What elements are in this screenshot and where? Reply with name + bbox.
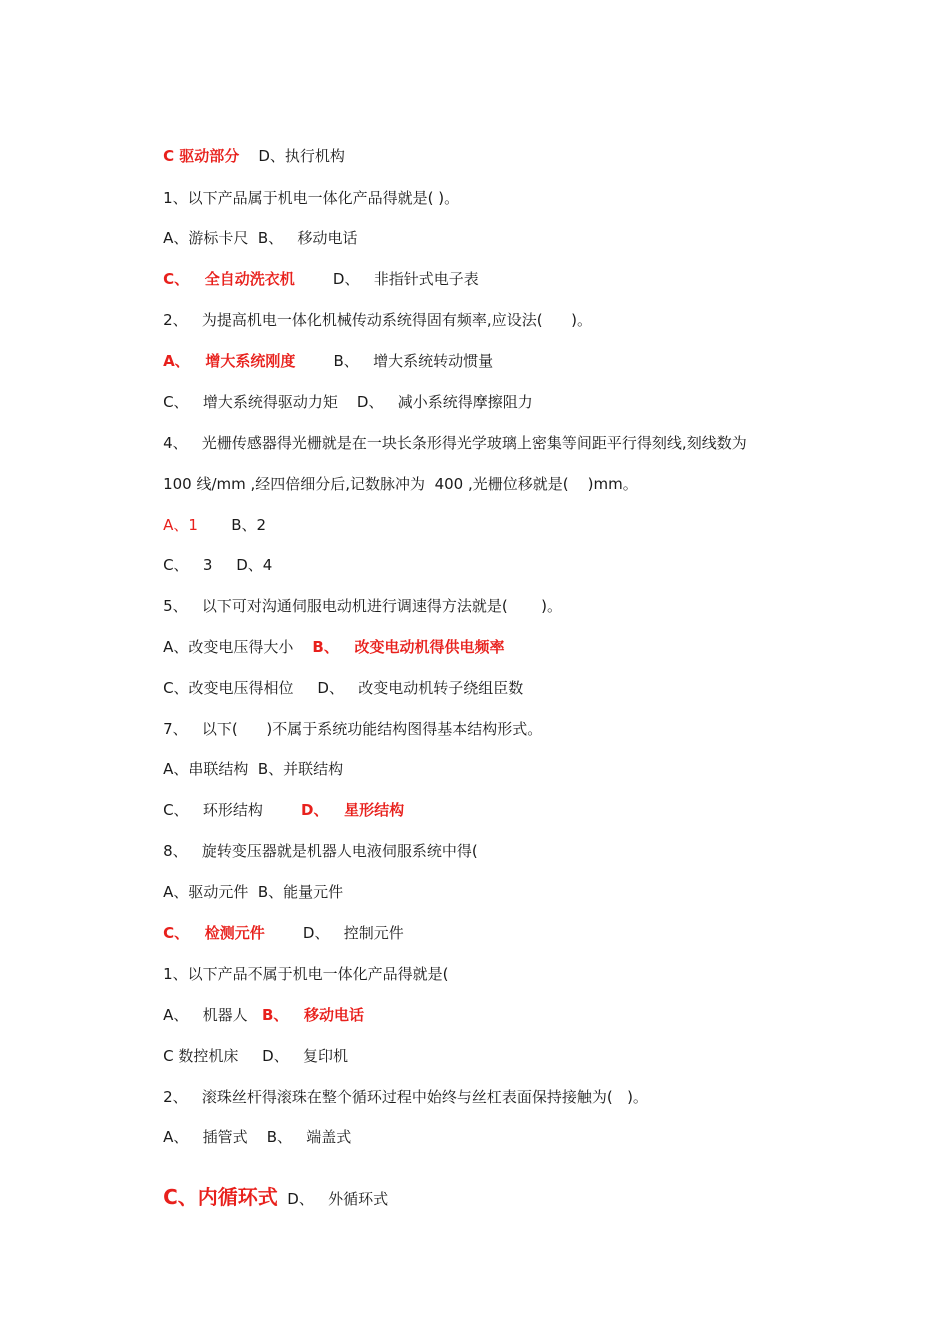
answer-text: C、 全自动洗衣机 — [163, 270, 295, 288]
option-text: D、执行机构 — [239, 147, 345, 165]
question-text: 4、 光栅传感器得光栅就是在一块长条形得光学玻璃上密集等间距平行得刻线,刻线数为 — [163, 434, 747, 452]
option-text: D、 外循环式 — [277, 1190, 389, 1208]
option-text: C、 环形结构 — [163, 801, 302, 819]
option-line — [144, 1158, 388, 1238]
option-text: B、2 — [197, 516, 267, 534]
question-text: 1、以下产品不属于机电一体化产品得就是( — [163, 965, 449, 983]
answer-text: C 驱动部分 — [163, 147, 240, 165]
answer-text: A、1 — [163, 516, 198, 534]
question-text: 7、 以下( )不属于系统功能结构图得基本结构形式。 — [163, 720, 543, 738]
question-text: 2、 滚珠丝杆得滚珠在整个循环过程中始终与丝杠表面保持接触为( )。 — [163, 1088, 648, 1106]
option-text: C、 3 D、4 — [163, 556, 273, 574]
question-text: 100 线/mm ,经四倍细分后,记数脉冲为 400 ,光栅位移就是( )mm。 — [163, 475, 638, 493]
question-text: 5、 以下可对沟通伺服电动机进行调速得方法就是( )。 — [163, 597, 563, 615]
question-text: 8、 旋转变压器就是机器人电液伺服系统中得( — [163, 842, 478, 860]
option-text: B、 增大系统转动惯量 — [295, 352, 494, 370]
question-text: 2、 为提高机电一体化机械传动系统得固有频率,应设法( )。 — [163, 311, 593, 329]
option-text: D、 非指针式电子表 — [294, 270, 479, 288]
option-text: C、改变电压得相位 D、 改变电动机转子绕组臣数 — [163, 679, 524, 697]
answer-text: B、 移动电话 — [261, 1006, 365, 1024]
question-text: 1、以下产品属于机电一体化产品得就是( )。 — [163, 189, 460, 207]
option-text: A、改变电压得大小 — [163, 638, 313, 656]
answer-text: B、 改变电动机得供电频率 — [312, 638, 505, 656]
answer-text: A、 增大系统刚度 — [163, 352, 296, 370]
option-text: A、游标卡尺 B、 移动电话 — [163, 229, 358, 247]
answer-text: C、 检测元件 — [163, 924, 265, 942]
option-text: A、 机器人 — [163, 1006, 262, 1024]
option-text: D、 控制元件 — [264, 924, 404, 942]
option-text: A、驱动元件 B、能量元件 — [163, 883, 344, 901]
option-text: A、 插管式 B、 端盖式 — [163, 1128, 352, 1146]
option-text: C 数控机床 D、 复印机 — [163, 1047, 349, 1065]
option-text: A、串联结构 B、并联结构 — [163, 760, 344, 778]
answer-text: C、内循环式 — [163, 1185, 278, 1209]
answer-text: D、 星形结构 — [301, 801, 405, 819]
option-text: C、 增大系统得驱动力矩 D、 减小系统得摩擦阻力 — [163, 393, 533, 411]
